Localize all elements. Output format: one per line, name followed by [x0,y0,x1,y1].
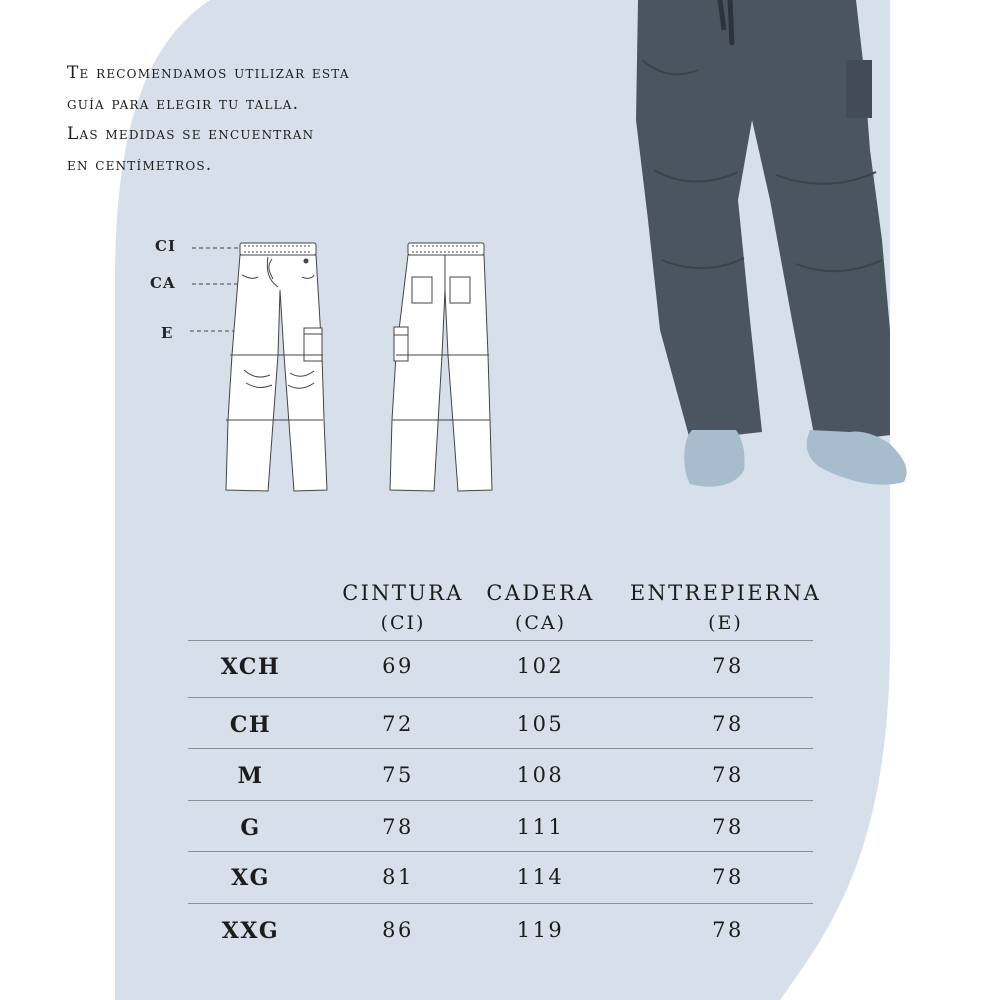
cadera-cell: 114 [516,865,565,889]
entrepierna-cell: 78 [712,865,744,889]
header-cadera [473,578,608,638]
entrepierna-cell: 78 [712,918,744,942]
table-divider [188,903,813,904]
header-cintura [328,578,478,638]
size-cell: M [237,763,264,789]
front-pants-drawing [226,243,327,491]
inseam-label: E [161,324,174,342]
size-cell: CH [229,712,272,738]
pants-diagram [180,235,520,500]
table-divider [188,697,813,698]
size-cell: XXG [221,918,280,944]
header-abbr: (E) [708,612,743,634]
cadera-cell: 108 [516,763,565,787]
header-entrepierna [618,578,833,638]
cintura-cell: 86 [382,918,414,942]
back-pants-drawing [390,243,492,491]
table-divider [188,800,813,801]
table-divider [188,748,813,749]
size-cell: XG [231,865,270,891]
intro-line: guía para elegir tu talla. [67,93,300,114]
header-name: ENTREPIERNA [629,581,822,605]
entrepierna-cell: 78 [712,815,744,839]
cintura-cell: 75 [382,763,414,787]
entrepierna-cell: 78 [712,763,744,787]
cadera-cell: 105 [516,712,565,736]
cadera-cell: 102 [516,654,565,678]
intro-line: Las medidas se encuentran [67,124,315,144]
size-cell: G [240,815,261,841]
intro-line: Te recomendamos utilizar esta [67,63,350,83]
hip-label: CA [150,274,176,292]
cadera-cell: 111 [516,815,565,839]
size-cell: XCH [220,654,281,680]
cintura-cell: 81 [382,865,414,889]
intro-text [67,58,427,180]
cintura-cell: 69 [382,654,414,678]
header-abbr: (CA) [514,612,567,634]
waist-label: CI [155,237,176,255]
cintura-cell: 72 [382,712,414,736]
table-divider [188,640,813,641]
header-name: CADERA [486,581,595,605]
cadera-cell: 119 [516,918,565,942]
model-photo [620,0,920,500]
cintura-cell: 78 [382,815,414,839]
header-name: CINTURA [342,581,464,605]
entrepierna-cell: 78 [712,712,744,736]
entrepierna-cell: 78 [712,654,744,678]
table-divider [188,851,813,852]
header-abbr: (CI) [380,612,426,634]
intro-line: en centímetros. [67,154,213,175]
